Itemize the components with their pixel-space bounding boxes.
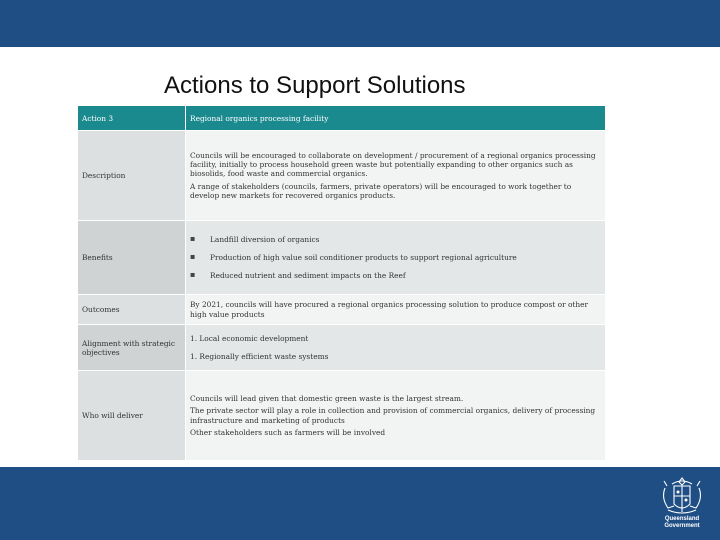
slide-title: Actions to Support Solutions [164,72,466,99]
list-item: ▪ Production of high value soil conditioner products to support regional agriculture [190,253,601,262]
logo-line: Government [664,522,700,529]
header-label-cell: Action 3 [78,106,186,131]
row-value [186,295,606,325]
row-value [186,131,606,221]
deliver-text: Other stakeholders such as farmers will be involved [190,427,386,437]
row-value [186,371,606,461]
table-row-benefits [78,221,606,295]
table-row-alignment [78,325,606,371]
list-item: ▪ Landfill diversion of organics [190,235,601,244]
action-table [77,105,606,461]
outcomes-text: By 2021, councils will have procured a regional organics processing solution to produce compost or other high value products [190,300,589,319]
table-row-who-will-deliver [78,371,606,461]
deliver-text: Councils will lead given that domestic green waste is the largest stream. [190,394,464,403]
row-value [186,325,606,371]
logo-wordmark [650,516,714,529]
alignment-text: 1. Regionally efficient waste systems [190,351,329,361]
top-banner [0,0,720,47]
row-value [186,221,606,295]
row-label: Description [78,131,186,221]
row-label: Outcomes [78,295,186,325]
description-text: A range of stakeholders (councils, farmers, private operators) will be encouraged to work together to develop new markets for recovered organics products. [190,181,572,200]
description-text: Councils will be encouraged to collaborate on development / procurement of a regional organics processing facility, initially to process household green waste but potentially expanding to other organics such as biosolids, food waste and commercial organics. [190,150,596,179]
deliver-text: The private sector will play a role in collection and provision of commercial organics, delivery of processing infrastructure and marketing of products [190,406,596,425]
table-row-outcomes [78,295,606,325]
row-label: Who will deliver [78,371,186,461]
header-value-cell: Regional organics processing facility [186,106,606,131]
row-label: Benefits [78,221,186,295]
row-label: Alignment with strategic objectives [78,325,186,371]
alignment-text: 1. Local economic development [190,334,309,344]
logo-line: Queensland [664,516,700,522]
table-header-row [78,106,606,131]
list-item: ▪ Reduced nutrient and sediment impacts on the Reef [190,271,601,280]
table-row-description [78,131,606,221]
bottom-banner [0,467,720,540]
benefits-list [190,235,601,280]
